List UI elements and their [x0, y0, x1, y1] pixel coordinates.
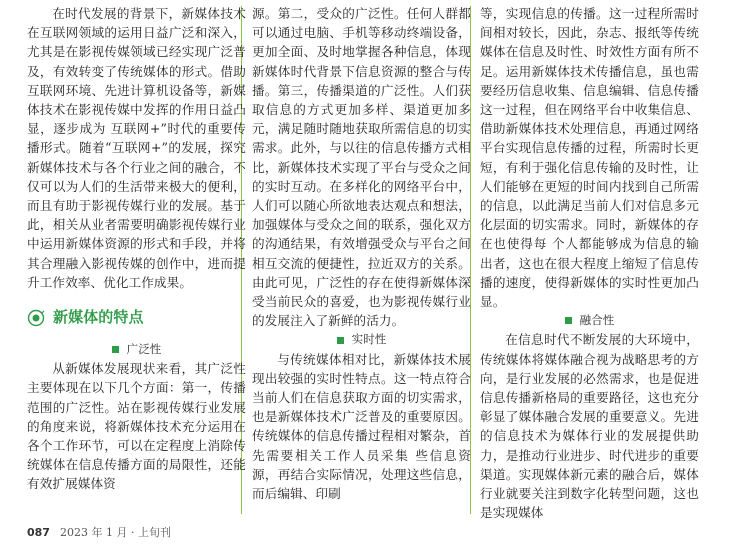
green-square-icon — [565, 317, 572, 324]
subheading-label: 实时性 — [351, 332, 387, 347]
section-bullet-icon — [27, 309, 45, 327]
text-column-1 — [27, 4, 246, 494]
subheading-realtime — [252, 330, 471, 349]
intro-paragraph: 在时代发展的背景下，新媒体技术在互联网领域的运用日益广泛和深入，尤其是在影视传媒领域已经实现广泛普及，有效转变了传统媒体的形式。借助互联网环境、先进计算机设备等，新媒体技术在影视传媒中发挥的作用日益凸显，逐步成为 互联网+”时代的重要传播形式。随着“互联网+”的发展，探究新媒体技术与各个行业之间的融合，不仅可以为人们的生活带来极大的便利，而且有助于影视传媒行业的发展。基于此，相关从业者需要明确影视传媒行业中运用新媒体资源的形式和手段，并将其合理融入影视传媒的创作中，进而提升工作效率、优化工作成果。 — [27, 6, 246, 290]
body-paragraph: 在信息时代不断发展的大环境中，传统媒体将媒体融合视为战略思考的方向，是行业发展的必然需求，也是促进信息传播新格局的重要路径，这也充分彰显了媒体融合发展的重要意义。先进的信息技术为媒体行业的发展提供助力，是推动行业进步、时代进步的重要渠道。实现媒体新元素的融合后，媒体行业就要关注到数字化转型问题，这也是实现媒体 — [480, 332, 699, 521]
body-paragraph-continued: 源。第二，受众的广泛性。任何人群都可以通过电脑、手机等移动终端设备，更加全面、及时地掌握各种信息，体现新媒体时代背景下信息资源的整合与传播。第三，传播渠道的广泛性。人们获取信息的方式更加多样、渠道更加多元，满足随时随地获取所需信息的切实需求。此外，与以往的信息传播方式相比，新媒体技术实现了平台与受众之间的实时互动。在多样化的网络平台中，人们可以随心所欲地表达观点和想法，加强媒体与受众之间的联系，强化双方的沟通结果，有效增强受众与平台之间相互交流的便捷性，拉近双方的关系。由此可见，广泛性的存在使得新媒体深受当前民众的喜爱，也为影视传媒行业的发展注入了新鲜的活力。 — [252, 6, 471, 329]
body-paragraph-continued: 等，实现信息的传播。这一过程所需时间相对较长，因此，杂志、报纸等传统媒体在信息及时性、时效性方面有所不足。运用新媒体技术传播信息，虽也需要经历信息收集、信息编辑、信息传播这一过程，但在网络平台中收集信息、借助新媒体技术处理信息，再通过网络平台实现信息传播的过程，所需时长更短，有利于强化信息传输的及时性，让人们能够在更短的时间内找到自己所需的信息，以此满足当前人们对信息多元化层面的切实需求。同时，新媒体的存在也使得每 个人都能够成为信息的输出者，这也在很大程度上缩短了信息传播的速度，使得新媒体的实时性更加凸显。 — [480, 6, 699, 310]
issue-info: 2023 年 1 月 · 上旬刊 — [59, 526, 171, 539]
text-column-3 — [480, 4, 699, 522]
text-column-2 — [252, 4, 471, 503]
green-square-icon — [112, 346, 119, 353]
green-square-icon — [337, 337, 344, 344]
section-heading — [27, 306, 246, 330]
subheading-integration — [480, 311, 699, 330]
page-footer — [27, 524, 171, 540]
subheading-label: 融合性 — [579, 313, 615, 328]
section-title: 新媒体的特点 — [53, 308, 144, 327]
page-number: 087 — [27, 525, 50, 539]
body-paragraph: 与传统媒体相对比，新媒体技术展现出较强的实时性特点。这一特点符合当前人们在信息获取方面的切实需求，也是新媒体技术广泛普及的重要原因。传统媒体的信息传播过程相对繁杂，首先需要相关工作人员采集 些信息资源，再结合实际情况，处理这些信息，而后编辑、印刷 — [252, 351, 471, 502]
subheading-label: 广泛性 — [126, 342, 162, 357]
subheading-breadth — [27, 340, 246, 359]
body-paragraph: 从新媒体发展现状来看，其广泛性主要体现在以下几个方面：第一，传播范围的广泛性。站在影视传媒行业发展的角度来说，将新媒体技术充分运用在各个工作环节，可以在定程度上消除传统媒体在信息传播方面的局限性，还能有效扩展媒体资 — [27, 361, 246, 492]
